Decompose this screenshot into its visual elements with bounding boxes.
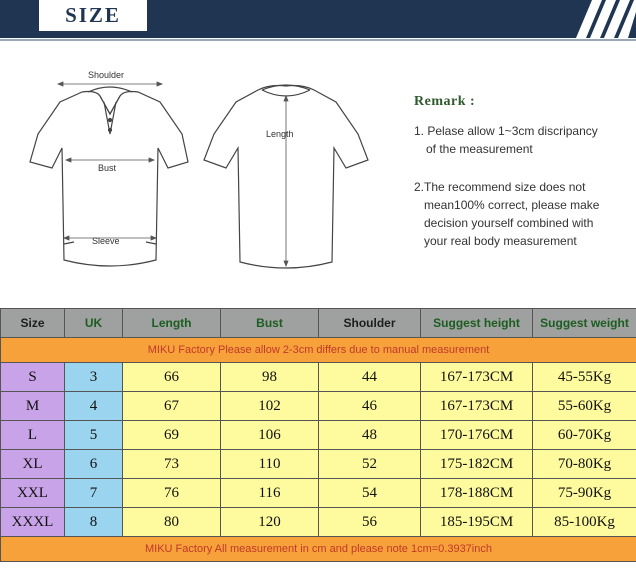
table-row bbox=[1, 421, 636, 450]
bust-cell: 120 bbox=[221, 508, 319, 537]
note-1-line: of the measurement bbox=[426, 142, 533, 156]
note-2-line: mean100% correct, please make bbox=[424, 198, 600, 212]
length-cell: 73 bbox=[123, 450, 221, 479]
bust-cell: 106 bbox=[221, 421, 319, 450]
shoulder-cell: 48 bbox=[319, 421, 421, 450]
column-header: UK bbox=[65, 309, 123, 338]
weight-cell: 60-70Kg bbox=[533, 421, 636, 450]
header-divider bbox=[0, 39, 636, 41]
length-cell: 67 bbox=[123, 392, 221, 421]
size-cell: XL bbox=[1, 450, 65, 479]
column-header: Size bbox=[1, 309, 65, 338]
header-banner bbox=[0, 0, 636, 38]
size-cell: XXL bbox=[1, 479, 65, 508]
note-2-line: decision yourself combined with bbox=[424, 216, 594, 230]
note-1-line: 1. Pelase allow 1~3cm discripancy bbox=[414, 124, 598, 138]
uk-cell: 5 bbox=[65, 421, 123, 450]
bust-cell: 102 bbox=[221, 392, 319, 421]
height-cell: 167-173CM bbox=[421, 363, 533, 392]
bust-cell: 98 bbox=[221, 363, 319, 392]
shoulder-cell: 44 bbox=[319, 363, 421, 392]
table-row bbox=[1, 363, 636, 392]
size-cell: S bbox=[1, 363, 65, 392]
height-cell: 185-195CM bbox=[421, 508, 533, 537]
title-tab bbox=[37, 0, 149, 33]
length-cell: 69 bbox=[123, 421, 221, 450]
shirt-diagram bbox=[0, 44, 400, 306]
top-note: MIKU Factory Please allow 2-3cm differs due to manual measurement bbox=[1, 338, 636, 363]
table-row bbox=[1, 508, 636, 537]
bottom-note: MIKU Factory All measurement in cm and please note 1cm=0.3937inch bbox=[1, 537, 636, 562]
table-row bbox=[1, 392, 636, 421]
shoulder-cell: 52 bbox=[319, 450, 421, 479]
column-header: Bust bbox=[221, 309, 319, 338]
uk-cell: 3 bbox=[65, 363, 123, 392]
remark-note-1 bbox=[414, 122, 636, 158]
uk-cell: 4 bbox=[65, 392, 123, 421]
height-cell: 175-182CM bbox=[421, 450, 533, 479]
remark-section bbox=[414, 94, 636, 248]
weight-cell: 75-90Kg bbox=[533, 479, 636, 508]
remark-title: Remark : bbox=[414, 94, 476, 109]
table-header-row bbox=[1, 309, 636, 338]
uk-cell: 7 bbox=[65, 479, 123, 508]
size-cell: XXXL bbox=[1, 508, 65, 537]
height-cell: 170-176CM bbox=[421, 421, 533, 450]
uk-cell: 6 bbox=[65, 450, 123, 479]
bust-label: Bust bbox=[98, 163, 117, 173]
note-2-line: 2.The recommend size does not bbox=[414, 180, 586, 194]
column-header: Suggest weight bbox=[533, 309, 636, 338]
weight-cell: 70-80Kg bbox=[533, 450, 636, 479]
weight-cell: 85-100Kg bbox=[533, 508, 636, 537]
note-2-line: your real body measurement bbox=[424, 234, 577, 248]
height-cell: 178-188CM bbox=[421, 479, 533, 508]
length-cell: 66 bbox=[123, 363, 221, 392]
remark-note-2 bbox=[414, 178, 636, 250]
size-chart-table bbox=[0, 308, 636, 562]
shoulder-cell: 46 bbox=[319, 392, 421, 421]
length-cell: 80 bbox=[123, 508, 221, 537]
column-header: Length bbox=[123, 309, 221, 338]
bust-cell: 110 bbox=[221, 450, 319, 479]
table-row bbox=[1, 450, 636, 479]
shoulder-cell: 54 bbox=[319, 479, 421, 508]
decorative-stripes bbox=[546, 0, 636, 38]
size-cell: L bbox=[1, 421, 65, 450]
weight-cell: 45-55Kg bbox=[533, 363, 636, 392]
height-cell: 167-173CM bbox=[421, 392, 533, 421]
length-cell: 76 bbox=[123, 479, 221, 508]
shoulder-label: Shoulder bbox=[88, 70, 125, 80]
size-cell: M bbox=[1, 392, 65, 421]
table-bottom-note-row bbox=[1, 537, 636, 562]
table-top-note-row bbox=[1, 338, 636, 363]
page-title: SIZE bbox=[65, 3, 121, 27]
weight-cell: 55-60Kg bbox=[533, 392, 636, 421]
column-header: Suggest height bbox=[421, 309, 533, 338]
table-row bbox=[1, 479, 636, 508]
shoulder-cell: 56 bbox=[319, 508, 421, 537]
length-label: Length bbox=[266, 129, 294, 139]
bust-cell: 116 bbox=[221, 479, 319, 508]
sleeve-label: Sleeve bbox=[92, 236, 120, 246]
column-header: Shoulder bbox=[319, 309, 421, 338]
measurement-illustration bbox=[0, 44, 636, 306]
uk-cell: 8 bbox=[65, 508, 123, 537]
